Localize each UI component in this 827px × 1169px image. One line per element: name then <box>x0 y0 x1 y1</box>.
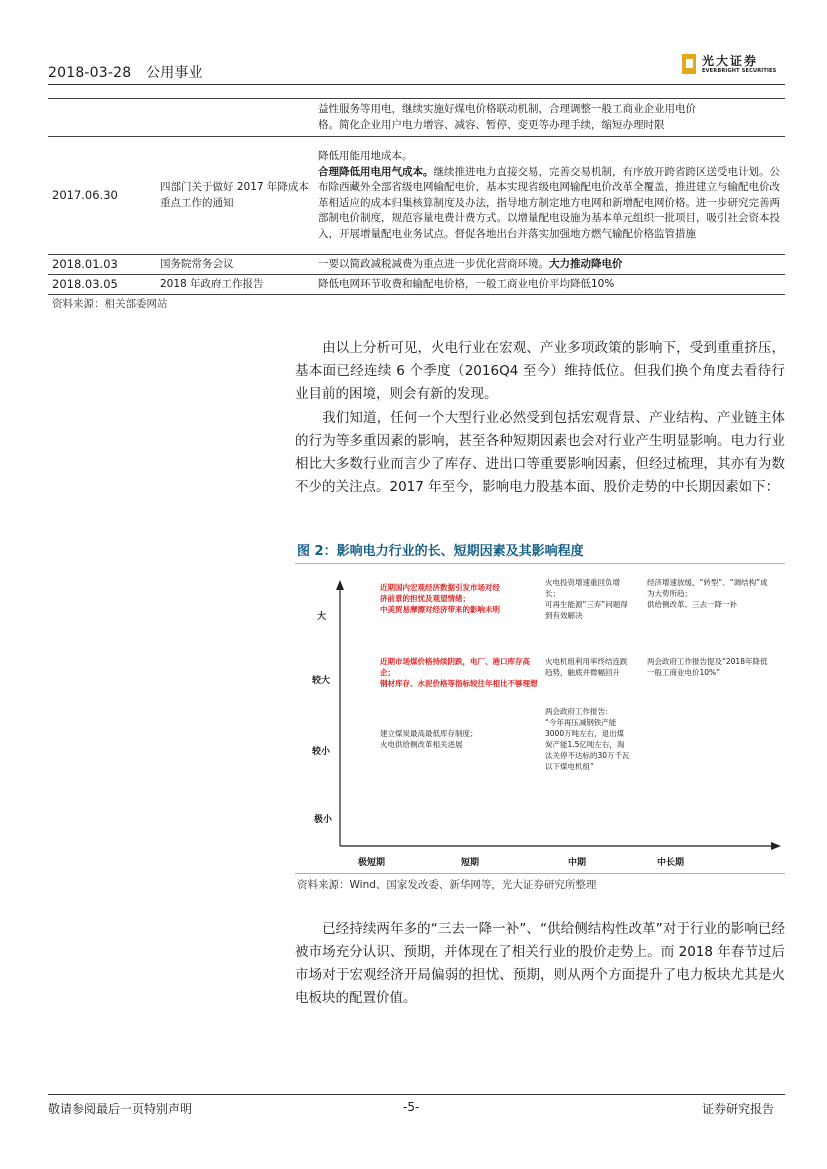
x-label: 中期 <box>568 858 587 868</box>
factor-note: 经济增速放缓，“转型”、“调结构”成为大势所趋； 供给侧改革、三去一降一补 <box>647 578 768 609</box>
factor-note: 火电机组利用率终结连跌趋势，触底并微幅回升 <box>545 657 628 677</box>
table-cell-date: 2017.06.30 <box>48 137 156 255</box>
report-date: 2018-03-28 <box>48 65 132 81</box>
x-axis-arrow-icon <box>771 842 781 850</box>
table-cell-doc: 2018 年政府工作报告 <box>156 275 314 295</box>
footer-disclaimer: 敬请参阅最后一页特别声明 <box>48 1102 193 1116</box>
table-row <box>48 275 785 295</box>
paragraph <box>295 407 785 499</box>
y-label: 极小 <box>314 815 333 825</box>
y-axis-arrow-icon <box>336 580 344 590</box>
logo-icon <box>682 54 696 74</box>
paragraph-text: 我们知道，任何一个大型行业必然受到包括宏观背景、产业结构、产业链主体的行为等多重因素的影响，甚至各种短期因素也会对行业产生明显影响。电力行业相比大多数行业而言少了库存、进出口等重要影响因素，但经过梳理，其亦有为数不少的关注点。2017 年至今，影响电力股基本面、股价走势的中长期因素如下： <box>295 410 785 495</box>
y-label: 较大 <box>312 676 331 686</box>
logo-subtext: EVERBRIGHT SECURITIES <box>702 68 777 74</box>
table-cell-text: 格。简化企业用户电力增容、减容、暂停、变更等办理手续，缩短办理时限 <box>318 118 665 131</box>
policy-table <box>48 98 785 295</box>
factor-note: 建立煤炭最高最低库存制度； 火电供给侧改革相关进展 <box>380 729 478 749</box>
footer-rule <box>48 1094 785 1095</box>
table-row <box>48 99 785 137</box>
paragraph-text: 由以上分析可见，火电行业在宏观、产业多项政策的影响下，受到重重挤压，基本面已经连续 6 个季度（2016Q4 至今）维持低位。但我们换个角度去看待行业目前的困境，则会有新的发现。 <box>295 340 785 402</box>
header-meta <box>48 62 213 82</box>
table-row <box>48 137 785 255</box>
table-source: 资料来源：相关部委网站 <box>52 298 168 310</box>
figure-top-rule <box>295 563 785 564</box>
table-cell-text: 一要以简政减税减费为重点进一步优化营商环境。 <box>318 257 549 270</box>
x-label: 短期 <box>461 858 480 868</box>
logo-text: 光大证券 <box>702 54 759 68</box>
paragraph-text: 已经持续两年多的“三去一降一补”、“供给侧结构性改革”对于行业的影响已经被市场充分认识、预期，并体现在了相关行业的股价走势上。而 2018 年春节过后市场对于宏观经济开局偏弱的担忧、预期，则从两个方面提升了电力板块尤其是火电板块的配置价值。 <box>295 921 785 1006</box>
table-cell-text: 降低用能用地成本。 <box>318 150 413 162</box>
figure-title: 图 2：影响电力行业的长、短期因素及其影响程度 <box>297 544 584 559</box>
page-number: -5- <box>403 1100 420 1114</box>
footer-report-type: 证券研究报告 <box>702 1102 775 1116</box>
report-sector: 公用事业 <box>146 65 203 81</box>
table-cell-text: 继续推进电力直接交易，完善交易机制，有序放开跨省跨区送受电计划。公布除西藏外全部省级电网输配电价，基本实现省级电网输配电价改革全覆盖，推进建立与输配电价改革相适应的成本归集核算制度及办法，指导地方制定地方电网和新增配电网价格。进一步研究完善两部制电价制度，规范容量电费计费方式。以增量配电设施为基本单元组织一批项目，吸引社会资本投入，开展增量配电业务试点。督促各地出台并落实加强地方燃气输配价格监管措施 <box>318 165 780 240</box>
table-cell-bold: 合理降低用电用气成本。 <box>318 165 434 178</box>
x-label: 极短期 <box>358 858 386 868</box>
table-cell-text: 降低电网环节收费和输配电价格，一般工商业电价平均降低10% <box>314 275 785 295</box>
factor-note: 两会政府工作报告： “今年再压减钢铁产能3000万吨左右，退出煤炭产能1.5亿吨左右，淘汰关停不达标的30万千瓦以下煤电机组” <box>545 707 630 771</box>
factor-note: 火电投资增速重回负增长； 可再生能源“三弃”问题得到有效解决 <box>545 578 628 620</box>
company-logo <box>682 52 782 78</box>
factor-note: 近期市场煤价格持续阴跌，电厂、港口库存高企； 钢材库存、水泥价格等指标较往年相比不够理想 <box>380 657 538 688</box>
figure-chart <box>295 566 785 876</box>
table-cell-bold: 大力推动降电价 <box>549 257 623 270</box>
y-label: 大 <box>317 612 327 622</box>
table-cell-doc: 四部门关于做好 2017 年降成本重点工作的通知 <box>156 137 314 255</box>
table-cell-date: 2018.03.05 <box>48 275 156 295</box>
paragraph <box>295 918 785 1010</box>
figure-bottom-rule <box>295 873 785 874</box>
figure-source: 资料来源：Wind、国家发改委、新华网等，光大证券研究所整理 <box>297 879 597 891</box>
table-cell-doc: 国务院常务会议 <box>156 255 314 275</box>
x-label: 中长期 <box>657 858 685 868</box>
paragraph <box>295 337 785 406</box>
table-row <box>48 255 785 275</box>
table-cell-text: 益性服务等用电，继续实施好煤电价格联动机制，合理调整一般工商业企业用电价 <box>318 103 696 115</box>
y-label: 较小 <box>312 747 331 757</box>
table-cell-date: 2018.01.03 <box>48 255 156 275</box>
header-rule <box>48 84 785 85</box>
factor-note: 近期国内宏观经济数据引发市场对经济前景的担忧及观望情绪； 中美贸易摩擦对经济带来的影响未明 <box>380 583 500 614</box>
factor-note: 两会政府工作报告提及“2018年降低一般工商业电价10%” <box>647 657 768 677</box>
